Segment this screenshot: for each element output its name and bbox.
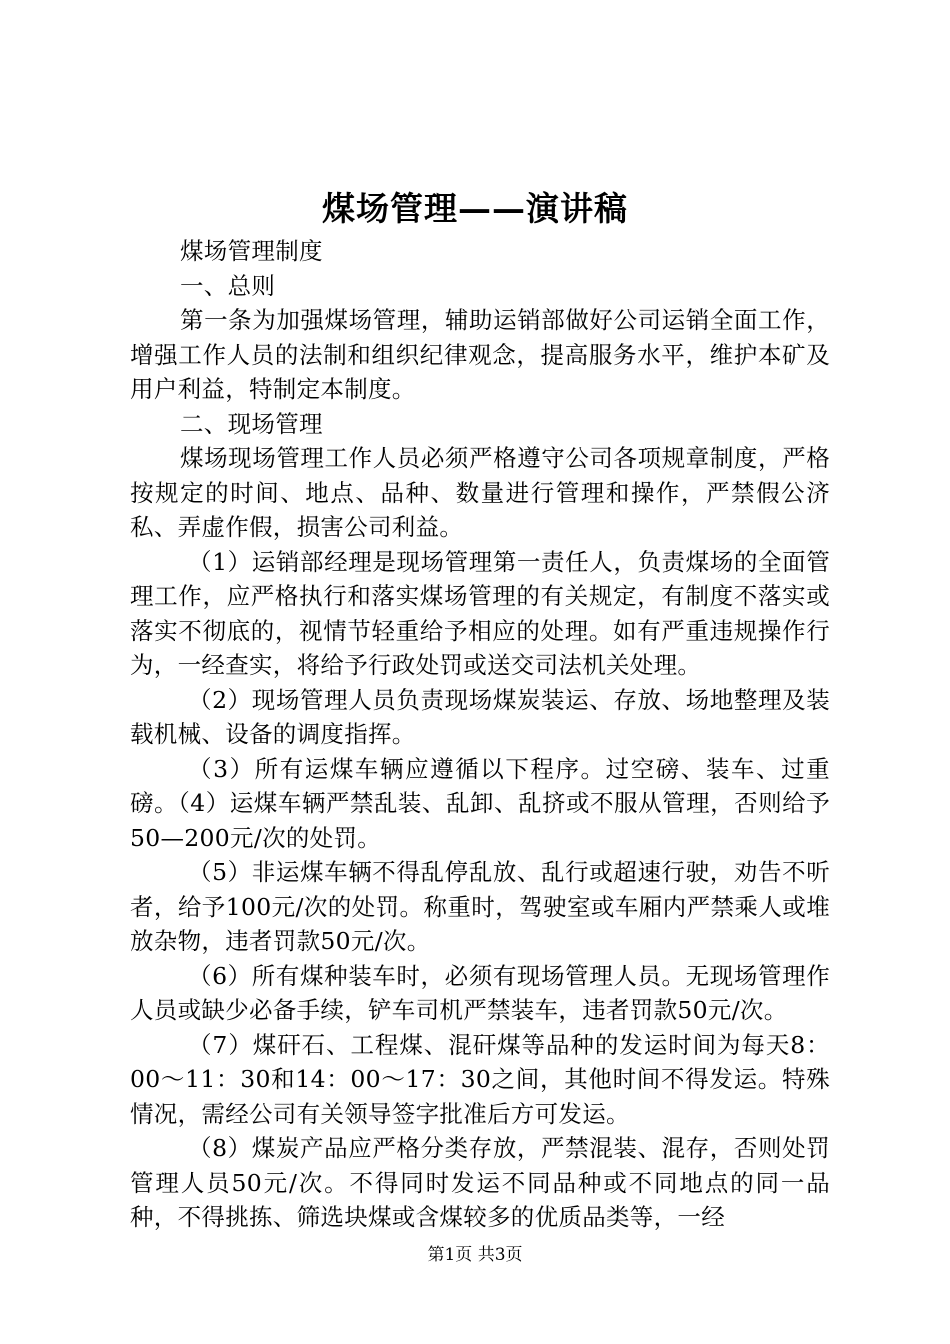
- paragraph: 煤场现场管理工作人员必须严格遵守公司各项规章制度，严格按规定的时间、地点、品种、数量进行管理和操作，严禁假公济私、弄虚作假，损害公司利益。: [130, 444, 830, 541]
- paragraph: （1）运销部经理是现场管理第一责任人，负责煤场的全面管理工作，应严格执行和落实煤场管理的有关规定，有制度不落实或落实不彻底的，视情节轻重给予相应的处理。如有严重违规操作行为，一经查实，将给予行政处罚或送交司法机关处理。: [130, 547, 830, 679]
- paragraph: （6）所有煤种装车时，必须有现场管理人员。无现场管理作人员或缺少必备手续，铲车司机严禁装车，违者罚款50元/次。: [130, 961, 830, 1024]
- paragraph: （5）非运煤车辆不得乱停乱放、乱行或超速行驶，劝告不听者，给予100元/次的处罚。称重时，驾驶室或车厢内严禁乘人或堆放杂物，违者罚款50元/次。: [130, 858, 830, 955]
- page-footer: 第1页 共3页: [427, 1245, 523, 1265]
- paragraph: （8）煤炭产品应严格分类存放，严禁混装、混存，否则处罚管理人员50元/次。不得同时发运不同品种或不同地点的同一品种，不得挑拣、筛选块煤或含煤较多的优质品类等，一经: [130, 1134, 830, 1231]
- section-heading: 煤场管理制度: [180, 237, 323, 265]
- section-heading: 二、现场管理: [180, 409, 323, 438]
- paragraph: （3）所有运煤车辆应遵循以下程序。过空磅、装车、过重磅。（4）运煤车辆严禁乱装、乱卸、乱挤或不服从管理，否则给予50—200元/次的处罚。: [130, 754, 830, 852]
- section-heading: 一、总则: [180, 271, 276, 300]
- document-title: 煤场管理——演讲稿: [322, 189, 628, 228]
- paragraph: （2）现场管理人员负责现场煤炭装运、存放、场地整理及装载机械、设备的调度指挥。: [130, 685, 830, 748]
- paragraph: 第一条为加强煤场管理，辅助运销部做好公司运销全面工作，增强工作人员的法制和组织纪律观念，提高服务水平，维护本矿及用户利益，特制定本制度。: [130, 306, 830, 403]
- document-body: [130, 234, 830, 1235]
- paragraph: （7）煤矸石、工程煤、混矸煤等品种的发运时间为每天8：00～11：30和14：00～17：30之间，其他时间不得发运。特殊情况，需经公司有关领导签字批准后方可发运。: [130, 1030, 830, 1128]
